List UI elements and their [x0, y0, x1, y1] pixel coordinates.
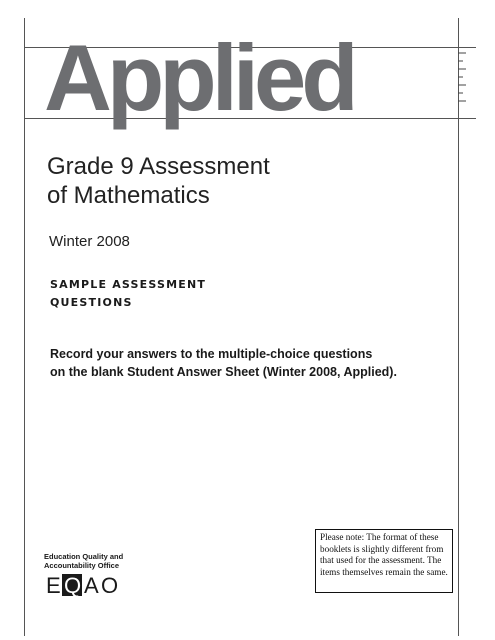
sample-heading	[50, 276, 206, 312]
frame-right-rule	[458, 18, 459, 636]
subtitle-line-1: Grade 9 Assessment	[47, 153, 270, 180]
org-name-line-2: Accountability Office	[44, 561, 120, 570]
logo-letter-e: E	[46, 573, 61, 597]
format-note-box	[315, 529, 453, 593]
instruction-line-1: Record your answers to the multiple-choice questions	[50, 347, 373, 361]
logo-letter-o: O	[101, 573, 119, 597]
season-label: Winter 2008	[49, 233, 130, 250]
assessment-title	[47, 152, 270, 210]
sample-line-2: QUESTIONS	[50, 296, 133, 309]
logo-letter-a: A	[84, 573, 99, 597]
organization-name	[44, 552, 123, 570]
logo-letter-q: Q	[64, 573, 82, 597]
answer-instructions	[50, 345, 397, 381]
eqao-logo	[46, 573, 130, 597]
format-note-text: Please note: The format of these booklets is slightly different from that used for the assessment. The items themselves remain the same.	[320, 532, 448, 577]
cover-title: Applied	[44, 25, 354, 130]
subtitle-line-2: of Mathematics	[47, 182, 210, 209]
org-name-line-1: Education Quality and	[44, 552, 124, 561]
instruction-line-2: on the blank Student Answer Sheet (Winter 2008, Applied).	[50, 365, 397, 379]
sample-line-1: SAMPLE ASSESSMENT	[50, 278, 207, 291]
registration-ruler	[458, 47, 476, 109]
frame-left-rule	[24, 18, 25, 636]
